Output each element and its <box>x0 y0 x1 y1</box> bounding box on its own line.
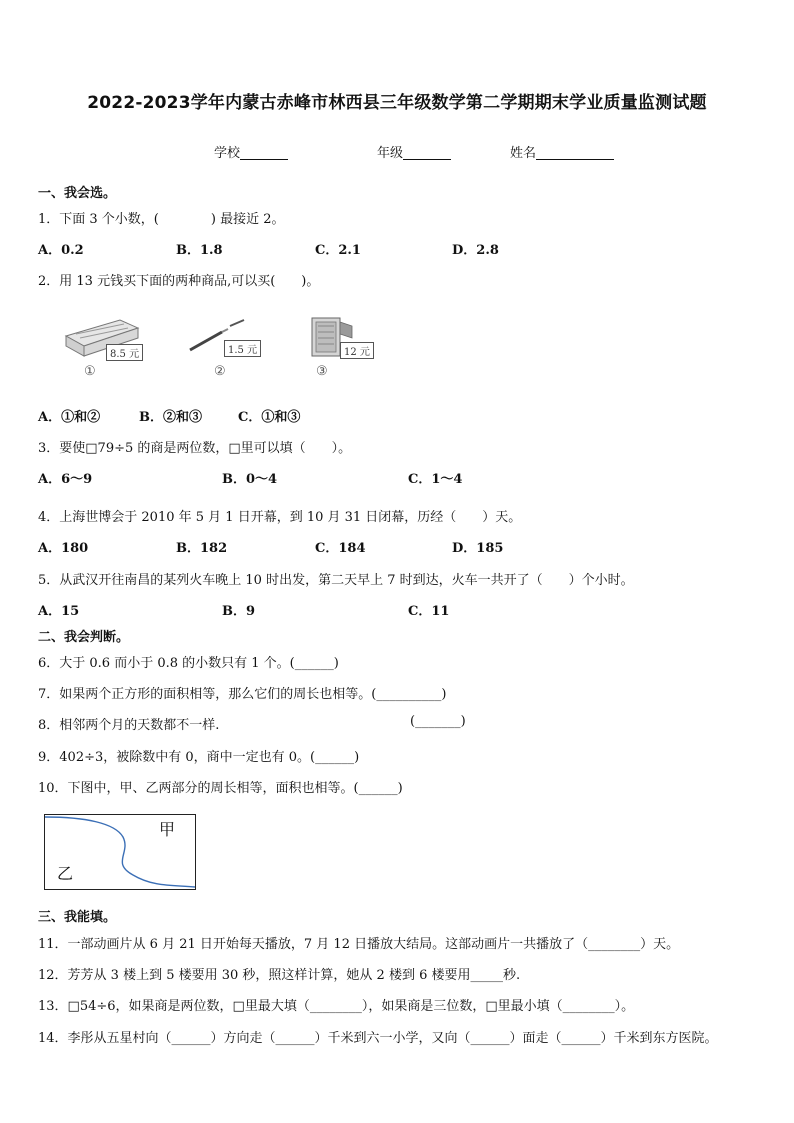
question-4: 4．上海世博会于 2010 年 5 月 1 日开幕，到 10 月 31 日闭幕，历经（ ）天。 <box>38 510 522 525</box>
q1-option-c: C．2.1 <box>315 243 361 258</box>
section-heading-judge: 二、我会判断。 <box>38 630 130 645</box>
name-blank <box>536 145 614 160</box>
item-number-3: ③ <box>316 364 328 379</box>
q2-option-c: C．①和③ <box>238 410 301 425</box>
question-6: 6．大于 0.6 而小于 0.8 的小数只有 1 个。(______) <box>38 656 339 671</box>
grade-field <box>377 142 451 161</box>
question-11: 11．一部动画片从 6 月 21 日开始每天播放，7 月 12 日播放大结局。这部动画片一共播放了（________）天。 <box>38 937 680 952</box>
q1-option-a: A．0.2 <box>38 243 84 258</box>
q3-option-a: A．6～9 <box>38 472 93 487</box>
q3-option-b: B．0～4 <box>222 472 278 487</box>
q4-option-c: C．184 <box>315 541 366 556</box>
q10-figure <box>44 814 196 890</box>
item-number-2: ② <box>214 364 226 379</box>
school-field <box>214 142 288 161</box>
question-12: 12．芳芳从 3 楼上到 5 楼要用 30 秒，照这样计算，她从 2 楼到 6 楼要用_____秒. <box>38 968 521 983</box>
name-field <box>510 142 614 161</box>
item-number-1: ① <box>84 364 96 379</box>
label-yi: 乙 <box>57 864 74 883</box>
question-8: 8．相邻两个月的天数都不一样. <box>38 718 220 733</box>
price-tag-3: 12 元 <box>340 342 374 359</box>
q5-option-b: B．9 <box>222 604 256 619</box>
q5-option-c: C．11 <box>408 604 450 619</box>
name-label: 姓名 <box>510 146 537 161</box>
price-tag-2: 1.5 元 <box>224 340 261 357</box>
question-7: 7．如果两个正方形的面积相等，那么它们的周长也相等。(__________) <box>38 687 447 702</box>
question-5: 5．从武汉开往南昌的某列火车晚上 10 时出发，第二天早上 7 时到达，火车一共开了（ ）个小时。 <box>38 573 634 588</box>
q4-option-a: A．180 <box>38 541 89 556</box>
price-tag-1: 8.5 元 <box>106 344 143 361</box>
q2-product-images <box>56 310 396 382</box>
q1-option-b: B．1.8 <box>176 243 223 258</box>
page-title: 2022-2023学年内蒙古赤峰市林西县三年级数学第二学期期末学业质量监测试题 <box>87 93 707 113</box>
question-9: 9．402÷3，被除数中有 0，商中一定也有 0。(______) <box>38 750 360 765</box>
q2-option-b: B．②和③ <box>139 410 202 425</box>
question-10: 10．下图中，甲、乙两部分的周长相等，面积也相等。(______) <box>38 781 403 796</box>
question-2: 2．用 13 元钱买下面的两种商品,可以买( )。 <box>38 274 320 289</box>
question-13: 13．□54÷6，如果商是两位数，□里最大填（________），如果商是三位数，□里最小填（________）。 <box>38 999 635 1014</box>
section-heading-fill: 三、我能填。 <box>38 910 117 925</box>
school-blank <box>240 145 288 160</box>
q5-option-a: A．15 <box>38 604 80 619</box>
q1-option-d: D．2.8 <box>452 243 499 258</box>
question-1: 1．下面 3 个小数，( ) 最接近 2。 <box>38 212 285 227</box>
section-heading-choice: 一、我会选。 <box>38 186 117 201</box>
question-14: 14．李彤从五星村向（______）方向走（______）千米到六一小学，又向（______）面走（______）千米到东方医院。 <box>38 1031 718 1046</box>
grade-blank <box>403 145 451 160</box>
school-label: 学校 <box>214 146 241 161</box>
q2-option-a: A．①和② <box>38 410 101 425</box>
q4-option-b: B．182 <box>176 541 228 556</box>
question-3: 3．要使□79÷5 的商是两位数，□里可以填（ ）。 <box>38 441 352 456</box>
question-8-blank: (_______) <box>410 714 466 729</box>
q4-option-d: D．185 <box>452 541 504 556</box>
q3-option-c: C．1～4 <box>408 472 463 487</box>
label-jia: 甲 <box>159 820 176 839</box>
grade-label: 年级 <box>377 146 404 161</box>
